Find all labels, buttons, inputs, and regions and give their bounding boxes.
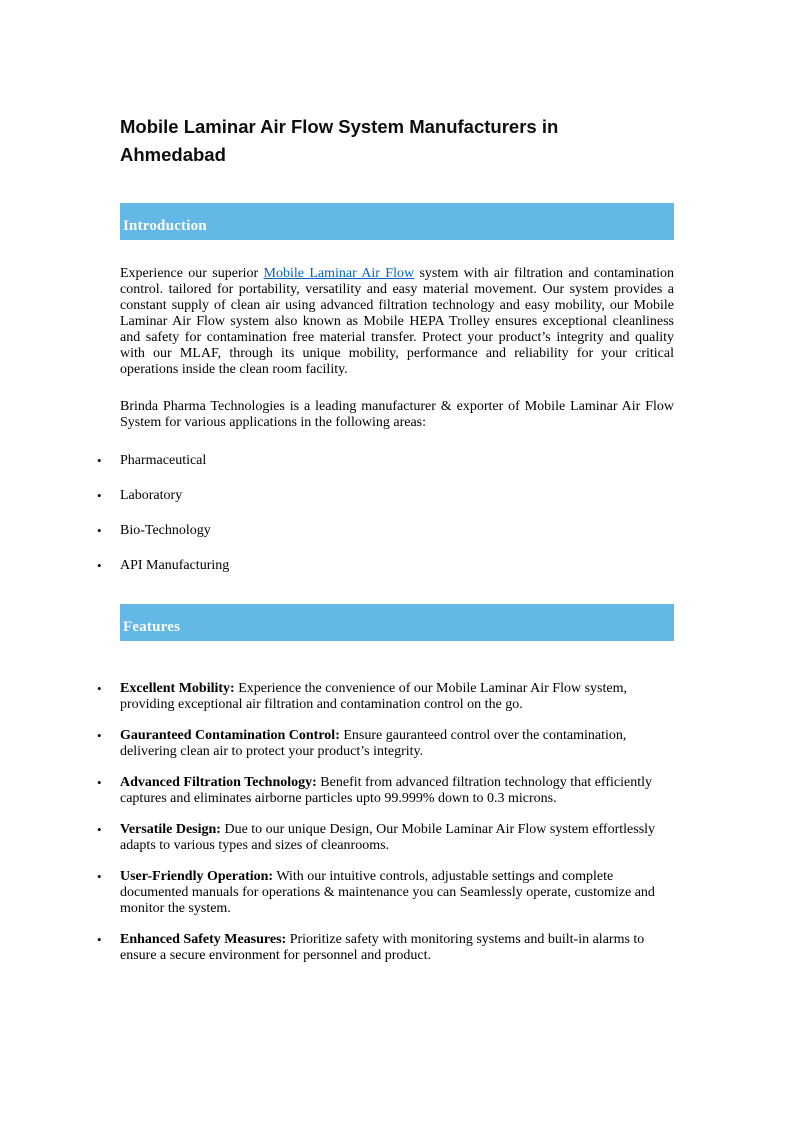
features-heading: Features [123, 619, 181, 635]
feature-text: Experience the convenience of our Mobile Laminar Air Flow system, providing exceptional air filtration and contamination control on the go. [120, 681, 627, 712]
list-item [97, 869, 674, 917]
feature-label: Gauranteed Contamination Control: [120, 728, 340, 743]
application-areas-list [97, 453, 674, 574]
feature-text: Due to our unique Design, Our Mobile Laminar Air Flow system effortlessly adapts to various types and sizes of cleanrooms. [120, 822, 656, 853]
introduction-section-banner [120, 203, 674, 240]
feature-label: Enhanced Safety Measures: [120, 932, 287, 947]
area-label: API Manufacturing [120, 558, 230, 573]
feature-label: Versatile Design: [120, 822, 221, 837]
bullet-icon: • [97, 869, 102, 884]
list-item [97, 775, 674, 807]
bullet-icon: • [97, 523, 102, 538]
mobile-laminar-air-flow-link[interactable]: Mobile Laminar Air Flow [263, 266, 415, 281]
feature-text: Prioritize safety with monitoring systems and built-in alarms to ensure a secure environment for personnel and product. [120, 932, 645, 963]
intro-text-after-link: system with air filtration and contamination control. tailored for portability, versatility and easy material movement. Our system provides a constant supply of clean air using advanced filtration technology and easy mobility, our Mobile Laminar Air Flow system also known as Mobile HEPA Trolley ensures exceptional cleanliness and safety for contamination free material transfer. Protect your product’s integrity and quality with our MLAF, through its unique mobility, performance and reliability for your critical operations inside the clean room facility. [120, 266, 674, 377]
introduction-paragraph [120, 266, 674, 378]
feature-text: Ensure gauranteed control over the contamination, delivering clean air to protect your product’s integrity. [120, 728, 627, 759]
bullet-icon: • [97, 728, 102, 743]
feature-label: User-Friendly Operation: [120, 869, 274, 884]
bullet-icon: • [97, 558, 102, 573]
list-item [97, 523, 674, 539]
list-item [97, 558, 674, 574]
bullet-icon: • [97, 681, 102, 696]
bullet-icon: • [97, 822, 102, 837]
list-item [97, 681, 674, 713]
feature-text: With our intuitive controls, adjustable settings and complete documented manuals for operations & maintenance you can Seamlessly operate, customize and monitor the system. [120, 869, 655, 916]
list-item [97, 822, 674, 854]
bullet-icon: • [97, 932, 102, 947]
bullet-icon: • [97, 775, 102, 790]
feature-label: Excellent Mobility: [120, 681, 235, 696]
bullet-icon: • [97, 453, 102, 468]
features-list [97, 681, 674, 964]
list-item [97, 932, 674, 964]
feature-text: Benefit from advanced filtration technology that efficiently captures and eliminates airborne particles upto 99.999% down to 0.3 microns. [120, 775, 653, 806]
area-label: Laboratory [120, 488, 183, 503]
bullet-icon: • [97, 488, 102, 503]
manufacturer-paragraph: Brinda Pharma Technologies is a leading manufacturer & exporter of Mobile Laminar Air Flow System for various applications in the following areas: [120, 399, 674, 430]
area-label: Bio-Technology [120, 523, 211, 538]
intro-text-before-link: Experience our superior [120, 266, 264, 281]
introduction-heading: Introduction [123, 218, 207, 234]
features-section-banner [120, 604, 674, 641]
area-label: Pharmaceutical [120, 453, 207, 468]
list-item [97, 453, 674, 469]
feature-label: Advanced Filtration Technology: [120, 775, 317, 790]
list-item [97, 728, 674, 760]
list-item [97, 488, 674, 504]
document-title: Mobile Laminar Air Flow System Manufacturers in Ahmedabad [120, 116, 559, 165]
